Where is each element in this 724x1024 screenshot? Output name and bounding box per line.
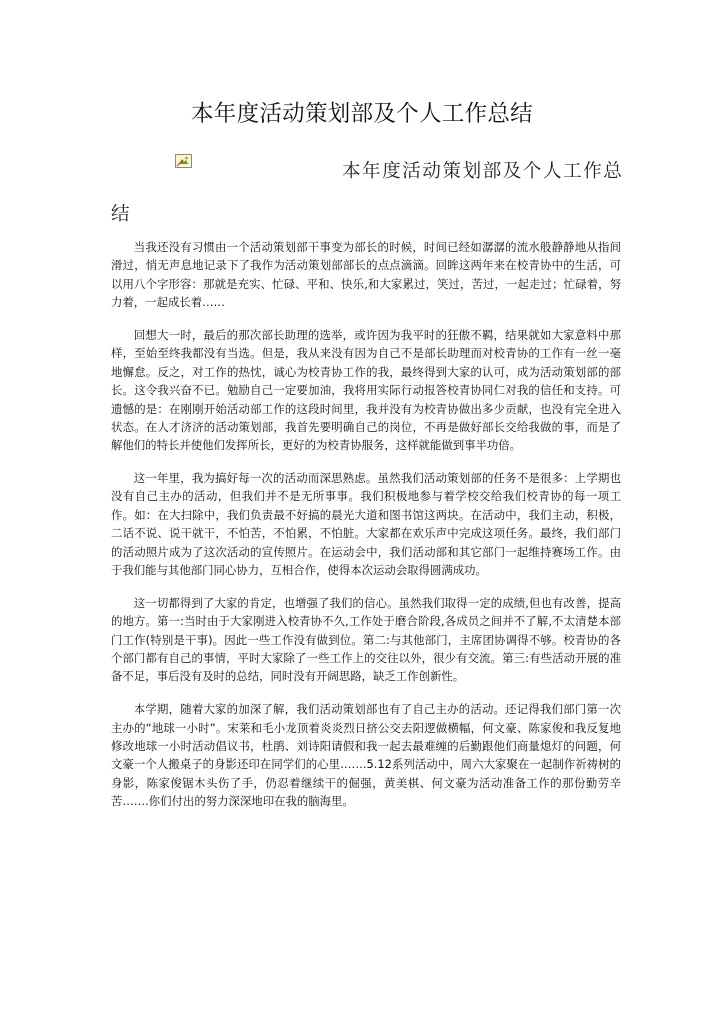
document-subtitle-continuation: 结 xyxy=(111,204,130,225)
document-title: 本年度活动策划部及个人工作总结 xyxy=(190,101,533,127)
document-subtitle: 本年度活动策划部及个人工作总 xyxy=(342,161,624,182)
paragraph: 当我还没有习惯由一个活动策划部干事变为部长的时候，时间已经如潺潺的流水般静静地从指间滑过，悄无声息地记录下了我作为活动策划部部长的点点滴滴。回眸这两年来在校青协中的生活，可以用八个字形容：那就是充实、忙碌、平和、快乐,和大家累过，笑过，苦过，一起走过；忙碌着，努力着，一起成长着…… xyxy=(111,240,621,310)
paragraph: 本学期，随着大家的加深了解，我们活动策划部也有了自己主办的活动。还记得我们部门第一次主办的“地球一小时”。宋莱和毛小龙顶着炎炎烈日挤公交去阳逻做横幅，何文豪、陈家俊和我反复地修改地球一小时活动倡议书，杜鹃、刘诗阳请假和我一起去最难缠的后勤跟他们商量熄灯的问题，何文豪一个人搬桌子的身影还印在同学们的心里…….5.12系列活动中，周六大家聚在一起制作祈祷树的身影，陈家俊锯木头伤了手，仍忍着继续干的倔强，黄美棋、何文豪为活动准备工作的那份勤劳辛苦…….你们付出的努力深深地印在我的脑海里。 xyxy=(111,702,621,809)
image-placeholder-icon xyxy=(175,154,192,168)
paragraph: 这一年里，我为搞好每一次的活动而深思熟虑。虽然我们活动策划部的任务不是很多：上学期也没有自己主办的活动，但我们并不是无所事事。我们积极地参与着学校交给我们校青协的每一项工作。如：在大扫除中，我们负责最不好搞的晨光大道和图书馆这两块。在活动中，我们主动，积极，二话不说、说干就干，不怕苦，不怕累，不怕脏。大家都在欢乐声中完成这项任务。最终，我们部门的活动照片成为了这次活动的宣传照片。在运动会中，我们活动部和其它部门一起维持赛场工作。由于我们能与其他部门同心协力，互相合作，使得本次运动会取得圆满成功。 xyxy=(111,471,621,578)
paragraph: 回想大一时，最后的那次部长助理的选举，或许因为我平时的狂傲不羁，结果就如大家意料中那样，至始至终我都没有当选。但是，我从来没有因为自己不是部长助理而对校青协的工作有一丝一毫地懈怠。反之，对工作的热忱，诚心为校青协工作的我，最终得到大家的认可，成为活动策划部的部长。这令我兴奋不已。勉励自己一定要加油，我将用实际行动报答校青协同仁对我的信任和支持。可遗憾的是：在刚刚开始活动部工作的这段时间里，我并没有为校青协做出多少贡献，也没有完全进入状态。在人才济济的活动策划部，我首先要明确自己的岗位，不再是做好部长交给我做的事，而是了解他们的特长并使他们发挥所长，更好的为校青协服务，这样就能做到事半功倍。 xyxy=(111,327,621,453)
document-body xyxy=(111,238,621,825)
paragraph: 这一切都得到了大家的肯定，也增强了我们的信心。虽然我们取得一定的成绩,但也有改善，提高的地方。第一:当时由于大家刚进入校青协不久,工作处于磨合阶段,各成员之间并不了解,不太清楚本部门工作(特别是干事)。因此一些工作没有做到位。第二:与其他部门，主席团协调得不够。校青协的各个部门都有自己的事情，平时大家除了一些工作上的交往以外，很少有交流。第三:有些活动开展的准备不足，事后没有及时的总结，同时没有开阔思路，缺乏工作创新性。 xyxy=(111,595,621,684)
